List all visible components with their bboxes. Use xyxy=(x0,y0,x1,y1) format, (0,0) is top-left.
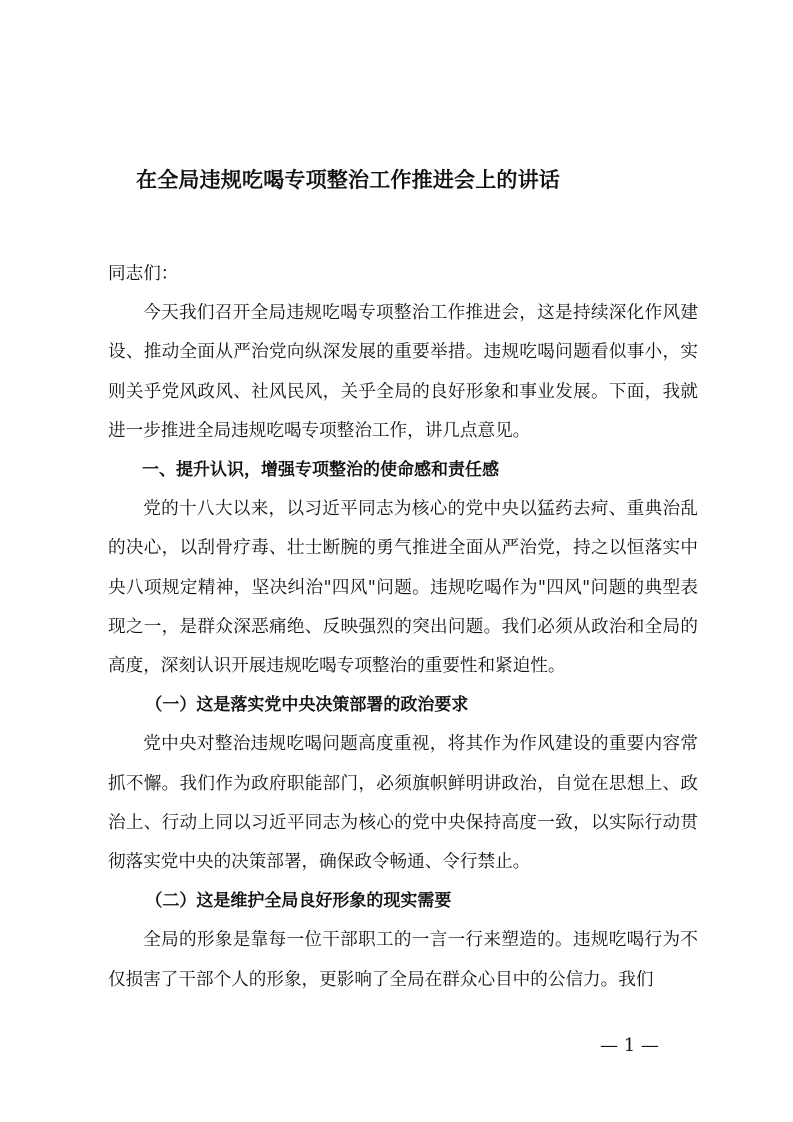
page-number: — 1 — xyxy=(600,1035,659,1056)
body-paragraph: 党中央对整治违规吃喝问题高度重视，将其作为作风建设的重要内容常抓不懈。我们作为政府职能部门，必须旗帜鲜明讲政治，自觉在思想上、政治上、行动上同以习近平同志为核心的党中央保持高度一致，以实际行动贯彻落实党中央的决策部署，确保政令畅通、令行禁止。 xyxy=(108,734,698,873)
body-paragraph: 党的十八大以来，以习近平同志为核心的党中央以猛药去疴、重典治乱的决心，以刮骨疗毒、壮士断腕的勇气推进全面从严治党，持之以恒落实中央八项规定精神，坚决纠治"四风"问题。违规吃喝作为"四风"问题的典型表现之一，是群众深恶痛绝、反映强烈的突出问题。我们必须从政治和全局的高度，深刻认识开展违规吃喝专项整治的重要性和紧迫性。 xyxy=(108,499,698,677)
subsection-heading: （二）这是维护全局良好形象的现实需要 xyxy=(145,891,452,912)
body-paragraph: 今天我们召开全局违规吃喝专项整治工作推进会，这是持续深化作风建设、推动全面从严治党向纵深发展的重要举措。违规吃喝问题看似事小，实则关乎党风政风、社风民风，关乎全局的良好形象和事业发展。下面，我就进一步推进全局违规吃喝专项整治工作，讲几点意见。 xyxy=(108,303,698,441)
subsection-heading: （一）这是落实党中央决策部署的政治要求 xyxy=(145,695,469,716)
body-paragraph: 全局的形象是靠每一位干部职工的一言一行来塑造的。违规吃喝行为不仅损害了干部个人的形象，更影响了全局在群众心目中的公信力。我们 xyxy=(108,930,698,990)
salutation: 同志们： xyxy=(108,264,179,284)
document-body xyxy=(108,255,698,1000)
document-title: 在全局违规吃喝专项整治工作推进会上的讲话 xyxy=(136,168,560,192)
section-heading: 一、提升认识，增强专项整治的使命感和责任感 xyxy=(142,460,499,481)
